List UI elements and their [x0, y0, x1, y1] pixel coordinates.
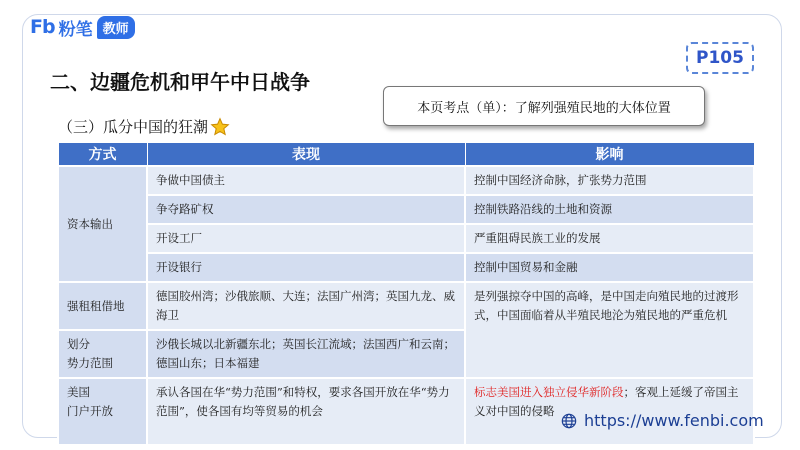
brand-logo	[30, 14, 135, 40]
effect-cell: 严重阻碍民族工业的发展	[465, 224, 754, 253]
method-usa	[58, 378, 147, 445]
footer-url[interactable]: https://www.fenbi.com	[584, 411, 764, 430]
detail-cell: 沙俄长城以北新疆东北；英国长江流域；法国西广和云南；德国山东；日本福建	[147, 330, 465, 378]
globe-icon	[561, 413, 577, 429]
header-effect: 影响	[465, 143, 754, 167]
method-usa-line1: 美国	[67, 385, 90, 399]
effect-cell: 是列强掠夺中国的高峰，是中国走向殖民地的过渡形式，中国面临着从半殖民地沦为殖民地的严重危机	[465, 282, 754, 378]
effect-highlight: 标志美国进入独立侵华新阶段	[474, 385, 624, 399]
subtitle-text: （三）瓜分中国的狂潮	[58, 118, 209, 136]
brand-mark: Fb	[30, 16, 55, 38]
table-row	[58, 253, 754, 282]
method-sphere-line1: 划分	[67, 337, 90, 351]
effect-cell: 控制中国经济命脉，扩张势力范围	[465, 166, 754, 195]
effect-rest: ；客观上延缓了帝国主义对中国的侵略	[474, 385, 739, 418]
detail-cell: 承认各国在华“势力范围”和特权，要求各国开放在华“势力范围”，使各国有均等贸易的机会	[147, 378, 465, 445]
brand-name: 粉笔	[58, 19, 93, 40]
exam-note-box: 本页考点（单）：了解列强殖民地的大体位置	[383, 86, 705, 126]
detail-cell: 开设工厂	[147, 224, 465, 253]
header-detail: 表现	[147, 143, 465, 167]
effect-cell: 控制铁路沿线的土地和资源	[465, 195, 754, 224]
table-row	[58, 224, 754, 253]
detail-cell: 德国胶州湾；沙俄旅顺、大连；法国广州湾；英国九龙、威海卫	[147, 282, 465, 330]
detail-cell: 争夺路矿权	[147, 195, 465, 224]
footer-link[interactable]	[561, 411, 764, 430]
method-capital: 资本输出	[58, 166, 147, 282]
table-row	[58, 195, 754, 224]
header-method: 方式	[58, 143, 147, 167]
brand-tag: 教师	[97, 16, 135, 39]
method-sphere-line2: 势力范围	[67, 356, 113, 370]
method-usa-line2: 门户开放	[67, 404, 113, 418]
table-row	[58, 166, 754, 195]
effect-cell: 控制中国贸易和金融	[465, 253, 754, 282]
detail-cell: 开设银行	[147, 253, 465, 282]
star-icon	[210, 117, 230, 137]
page-title: 二、边疆危机和甲午中日战争	[50, 70, 310, 94]
section-subtitle	[58, 116, 230, 137]
partition-table	[57, 142, 755, 446]
method-lease: 强租租借地	[58, 282, 147, 330]
method-sphere	[58, 330, 147, 378]
table-row	[58, 282, 754, 330]
table-header-row	[58, 143, 754, 167]
page-number: P105	[686, 42, 754, 74]
detail-cell: 争做中国债主	[147, 166, 465, 195]
